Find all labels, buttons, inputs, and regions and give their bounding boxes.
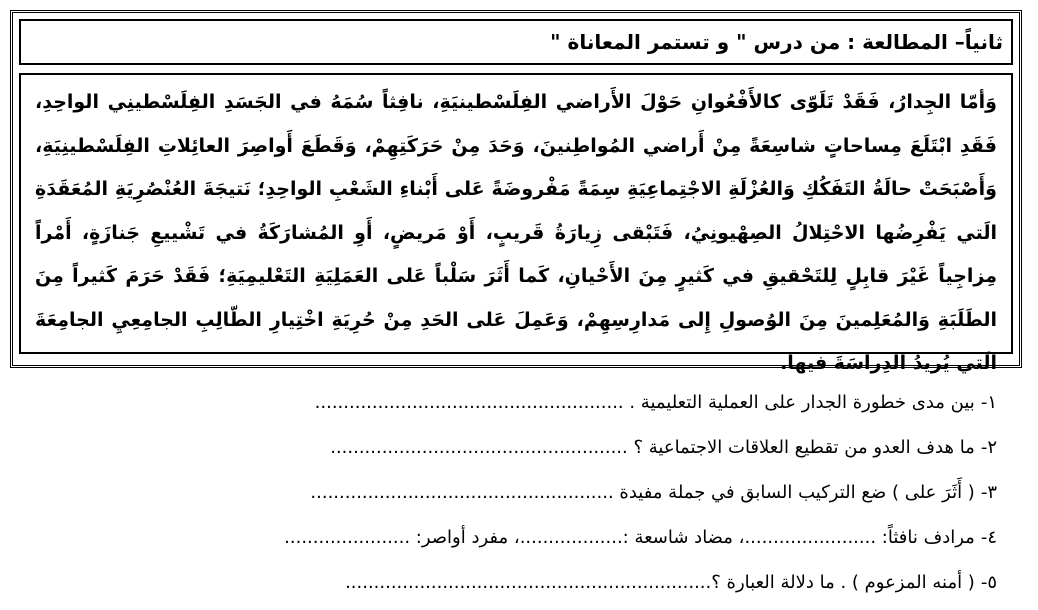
question-number: ٢- [980,437,997,458]
question-2 [22,425,997,470]
section-title: ثانياً– المطالعة : من درس " و تستمر المعاناة " [550,30,1003,54]
question-1 [22,380,997,425]
question-5 [22,560,997,605]
question-number: ١- [980,392,997,413]
question-text: ( أمنه المزعوم ) . ما دلالة العبارة ؟................................................................ [345,572,975,593]
question-text: ما هدف العدو من تقطيع العلاقات الاجتماعية ؟ .................................................... [330,437,975,458]
question-text: بين مدى خطورة الجدار على العملية التعليمية . ...................................................... [314,392,975,413]
question-number: ٥- [980,572,997,593]
reading-passage: وَأمّا الجِدارُ، فَقَدْ تَلَوّى كالأَفْعُوانِ حَوْلَ الأَراضي الفِلَسْطينيَةِ، نافِثاً سُمَهُ في الجَسَدِ الفِلَسْطينِي الواحِدِ، فَقَدِ ابْتَلَعَ مِساحاتٍ شاسِعَةً مِنْ أَراضي المُواطِنينَ، وَحَدَ مِنْ حَرَكَتِهِمْ، وَقَطَعَ أَواصِرَ العائِلاتِ الفِلَسْطينِيَةِ، وَأَصْبَحَتْ حالَةُ التَفَكُكِ وَالعُزْلَةِ الاجْتِماعِيَةِ سِمَةً مَفْروضَةً عَلى أَبْناءِ الشَعْبِ الواحِدِ؛ نَتيجَةَ العُنْصُرِيَةِ المُعَقَدَةِ الَتي يَفْرِضُها الاحْتِلالُ الصِهْيونِيُ، فَتَبْقى زِيارَةُ قَريبٍ، أَوْ مَريضٍ، أَوِ المُشارَكَةُ في تَشْييعِ جَنازَةٍ، أَمْراً مِزاجِياً غَيْرَ قابِلٍ لِلتَحْقيقِ في كَثيرٍ مِنَ الأَحْيانِ، كَما أَثَرَ سَلْباً عَلى العَمَلِيَةِ التَعْليمِيَةِ؛ فَقَدْ حَرَمَ كَثيراً مِنَ الطَلَبَةِ وَالمُعَلِمينَ مِنَ الوُصولِ إِلى مَدارِسِهِمْ، وَعَمِلَ عَلى الحَدِ مِنْ حُرِيَةِ اخْتِيارِ الطّالِبِ الجامِعِيِ الجامِعَةَ الَتي يُريدُ الدِراسَةَ فيها. [35,91,997,374]
question-number: ٣- [980,482,997,503]
question-4 [22,515,997,560]
question-text: مرادف نافثاً: .......................، مضاد شاسعة :..................، مفرد أواصر: ...................... [284,527,975,548]
passage-box [19,73,1013,374]
question-number: ٤- [980,527,997,548]
question-3 [22,470,997,515]
questions-list [22,380,997,605]
title-box [19,19,1013,65]
reading-frame [10,10,1022,374]
question-text: ( أَثَرَ على ) ضع التركيب السابق في جملة مفيدة ..................................................... [310,482,975,503]
